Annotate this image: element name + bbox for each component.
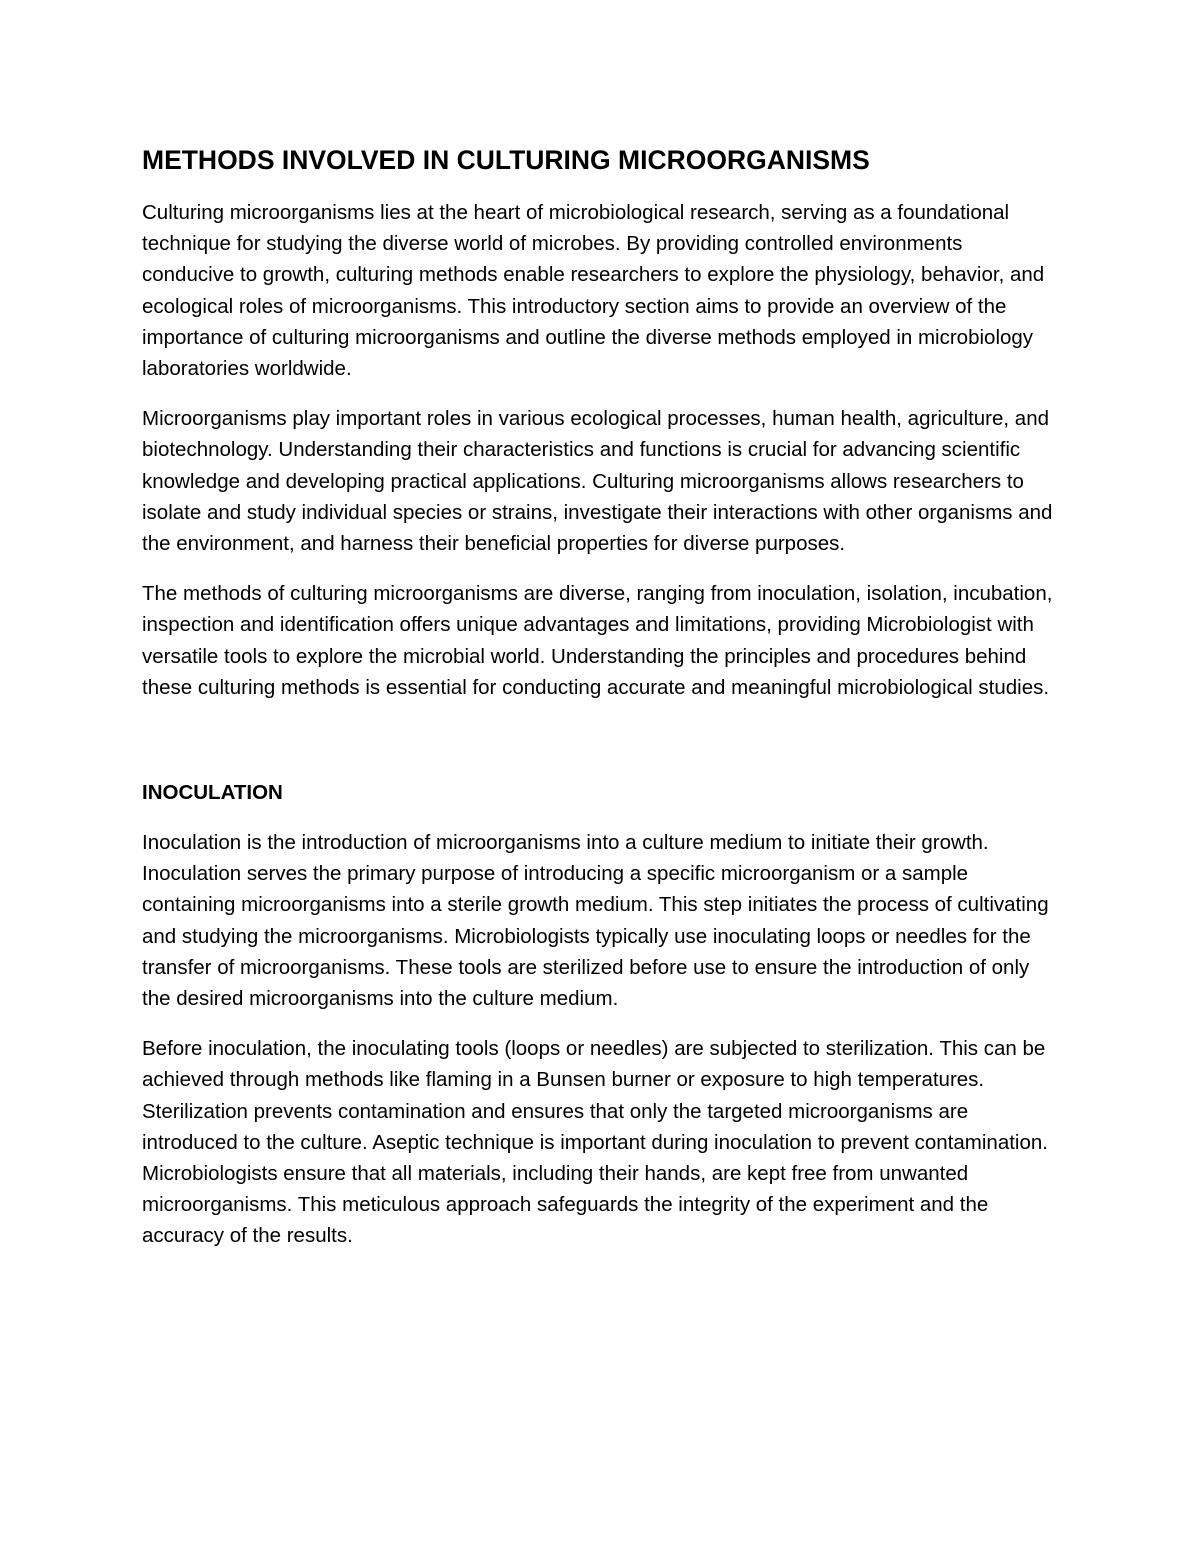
section-heading-inoculation: INOCULATION (142, 781, 283, 805)
intro-paragraph: The methods of culturing microorganisms are diverse, ranging from inoculation, isolation, incubation, inspection and identification offers unique advantages and limitations, providing Microbiologist with versatile tools to explore the microbial world. Understanding the principles and procedures behind these culturing methods is essential for conducting accurate and meaningful microbiological studies. (142, 582, 1053, 699)
intro-paragraph: Culturing microorganisms lies at the heart of microbiological research, serving as a foundational technique for studying the diverse world of microbes. By providing controlled environments conducive to growth, culturing methods enable researchers to explore the physiology, behavior, and ecological roles of microorganisms. This introductory section aims to provide an overview of the importance of culturing microorganisms and outline the diverse methods employed in microbiology laboratories worldwide. (142, 201, 1045, 381)
inoculation-paragraph: Inoculation is the introduction of microorganisms into a culture medium to initiate their growth. Inoculation serves the primary purpose of introducing a specific microorganism or a sample containing microorganisms into a sterile growth medium. This step initiates the process of cultivating and studying the microorganisms. Microbiologists typically use inoculating loops or needles for the transfer of microorganisms. These tools are sterilized before use to ensure the introduction of only the desired microorganisms into the culture medium. (142, 831, 1049, 1011)
intro-paragraph: Microorganisms play important roles in various ecological processes, human health, agriculture, and biotechnology. Understanding their characteristics and functions is crucial for advancing scientific knowledge and developing practical applications. Culturing microorganisms allows researchers to isolate and study individual species or strains, investigate their interactions with other organisms and the environment, and harness their beneficial properties for diverse purposes. (142, 407, 1053, 556)
section-spacer (142, 722, 1060, 777)
document-title: METHODS INVOLVED IN CULTURING MICROORGANISMS (142, 145, 870, 175)
inoculation-paragraph: Before inoculation, the inoculating tools (loops or needles) are subjected to sterilization. This can be achieved through methods like flaming in a Bunsen burner or exposure to high temperatures. Sterilization prevents contamination and ensures that only the targeted microorganisms are introduced to the culture. Aseptic technique is important during inoculation to prevent contamination. Microbiologists ensure that all materials, including their hands, are kept free from unwanted microorganisms. This meticulous approach safeguards the integrity of the experiment and the accuracy of the results. (142, 1037, 1048, 1248)
document-body (142, 143, 1060, 1271)
